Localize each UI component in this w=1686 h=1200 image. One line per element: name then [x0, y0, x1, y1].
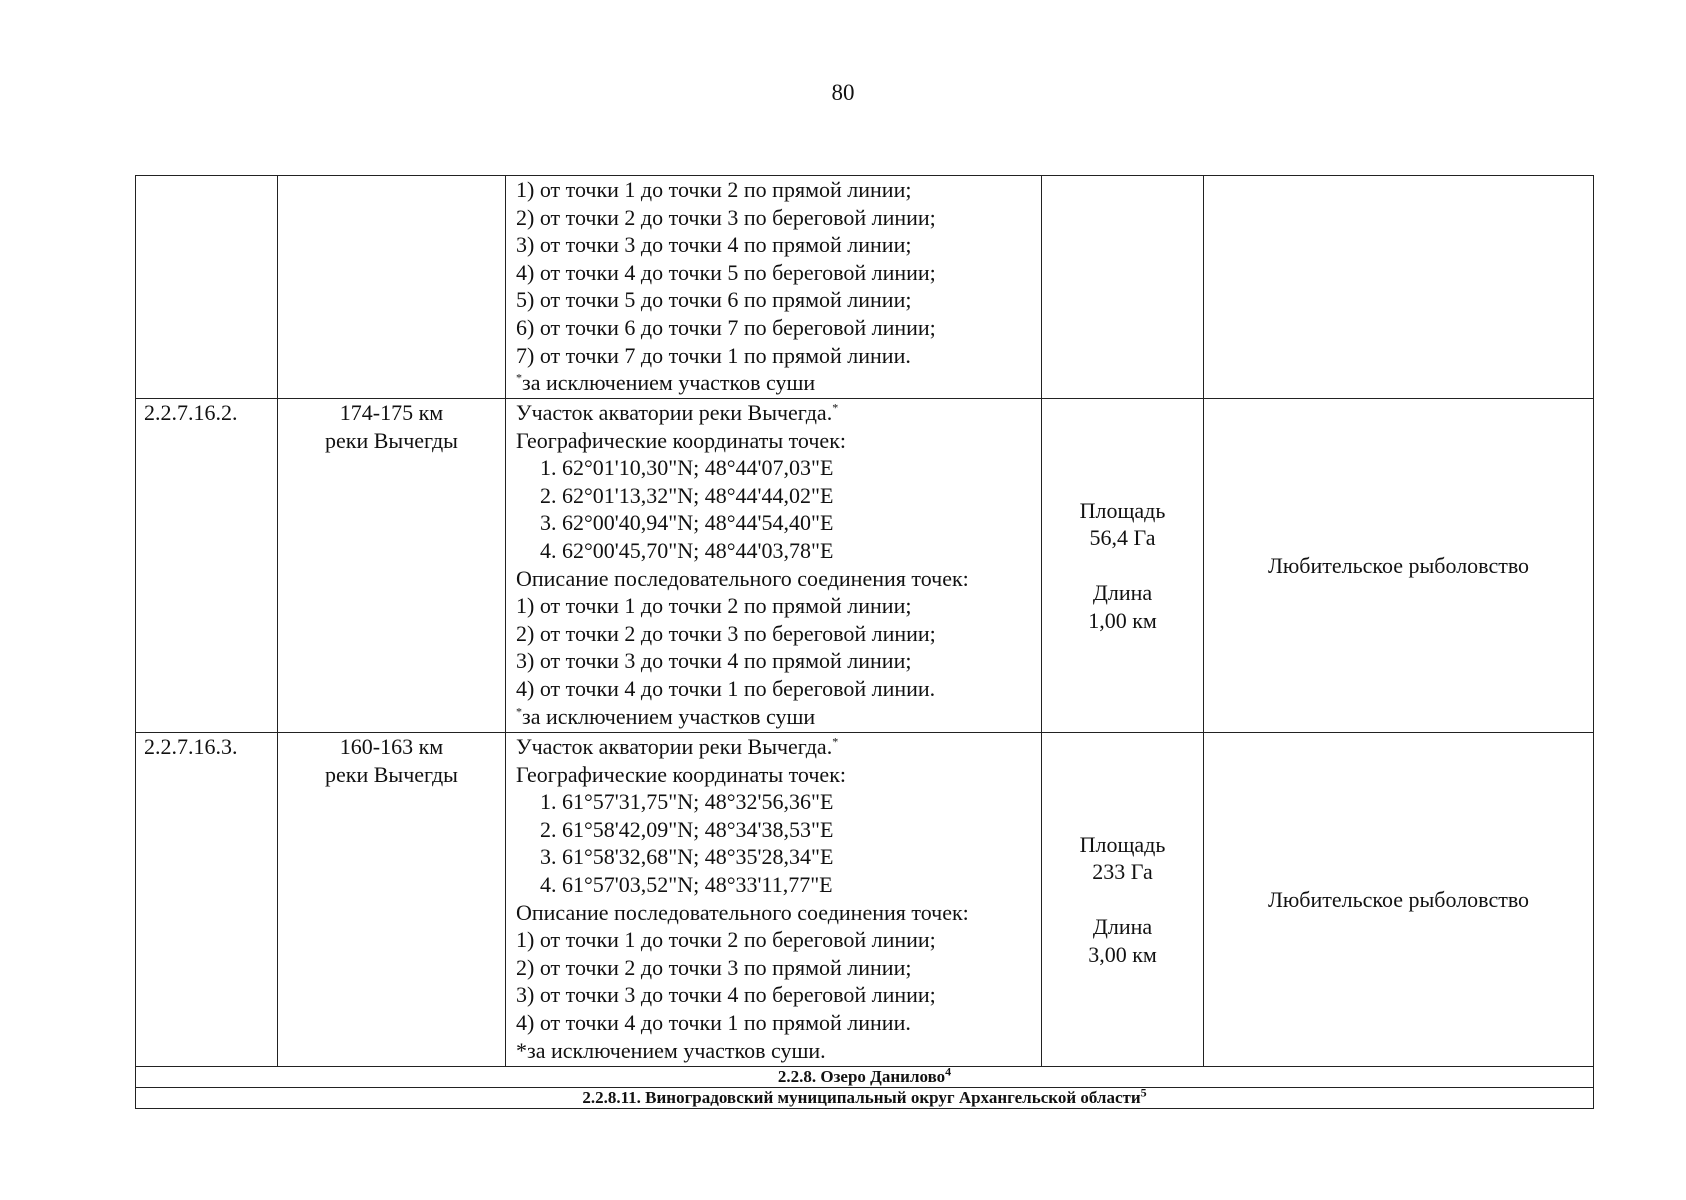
length-label: Длина: [1092, 914, 1153, 940]
exclusion-note: *за исключением участков суши: [516, 370, 816, 396]
place-cell: [278, 733, 506, 1067]
subsection-heading-row: [136, 1088, 1594, 1109]
exclusion-note: *за исключением участков суши: [516, 703, 816, 729]
footnote-mark: 5: [1140, 1085, 1147, 1100]
desc-line: 3) от точки 3 до точки 4 по береговой линии;: [516, 982, 936, 1008]
place-river: реки Вычегды: [325, 761, 458, 787]
use-type: Любительское рыболовство: [1267, 886, 1530, 912]
area-label: Площадь: [1079, 497, 1166, 523]
desc-line: 3) от точки 3 до точки 4 по прямой линии;: [516, 648, 912, 674]
area-value: 233 Га: [1092, 859, 1153, 885]
area-cell: [1042, 176, 1204, 399]
coord-point: 1. 61°57'31,75"N; 48°32'56,36"E: [540, 789, 834, 815]
desc-line: 5) от точки 5 до точки 6 по прямой линии;: [516, 287, 912, 313]
desc-line: 4) от точки 4 до точки 1 по береговой линии.: [516, 675, 936, 701]
desc-line: 2) от точки 2 до точки 3 по береговой линии;: [516, 204, 936, 230]
number-cell: [136, 176, 278, 399]
area-title: Участок акватории реки Вычегда.*: [516, 734, 839, 759]
table-row-continuation: [136, 176, 1594, 399]
number-cell: [136, 733, 278, 1067]
desc-line: 2) от точки 2 до точки 3 по береговой линии;: [516, 620, 936, 646]
footnote-mark: 4: [945, 1064, 952, 1079]
coord-point: 2. 62°01'13,32"N; 48°44'44,02"E: [540, 482, 834, 508]
use-cell: [1204, 399, 1594, 733]
length-value: 1,00 км: [1088, 607, 1157, 633]
coord-point: 3. 61°58'32,68"N; 48°35'28,34"E: [540, 844, 834, 870]
coord-point: 4. 61°57'03,52"N; 48°33'11,77"E: [540, 871, 833, 897]
length-label: Длина: [1092, 580, 1153, 606]
area-value: 56,4 Га: [1089, 525, 1156, 551]
desc-line: 4) от точки 4 до точки 1 по прямой линии.: [516, 1009, 911, 1035]
area-label: Площадь: [1079, 831, 1166, 857]
area-cell: [1042, 733, 1204, 1067]
table-row: [136, 733, 1594, 1067]
table-row: [136, 399, 1594, 733]
number-cell: [136, 399, 278, 733]
row-number: 2.2.7.16.2.: [144, 400, 238, 425]
coords-header: Географические координаты точек:: [516, 427, 846, 453]
desc-line: 6) от точки 6 до точки 7 по береговой линии;: [516, 314, 936, 340]
asterisk: *: [832, 734, 839, 749]
length-value: 3,00 км: [1088, 941, 1157, 967]
area-title: Участок акватории реки Вычегда.*: [516, 400, 839, 425]
use-cell: [1204, 176, 1594, 399]
asterisk: *: [832, 400, 839, 415]
description-cell: [506, 733, 1042, 1067]
regulation-table: [135, 175, 1594, 1109]
place-river: реки Вычегды: [325, 427, 458, 453]
place-cell: [278, 176, 506, 399]
connection-header: Описание последовательного соединения точек:: [516, 565, 969, 591]
desc-line: 2) от точки 2 до точки 3 по прямой линии;: [516, 954, 912, 980]
exclusion-note: *за исключением участков суши.: [516, 1037, 826, 1063]
page-number: 80: [831, 80, 855, 105]
desc-line: 3) от точки 3 до точки 4 по прямой линии;: [516, 232, 912, 258]
desc-line: 1) от точки 1 до точки 2 по прямой линии;: [516, 177, 912, 202]
coords-header: Географические координаты точек:: [516, 761, 846, 787]
use-cell: [1204, 733, 1594, 1067]
connection-header: Описание последовательного соединения точек:: [516, 899, 969, 925]
description-cell: [506, 399, 1042, 733]
area-cell: [1042, 399, 1204, 733]
row-number: 2.2.7.16.3.: [144, 734, 238, 759]
section-heading-row: [136, 1067, 1594, 1088]
desc-line: 1) от точки 1 до точки 2 по прямой линии;: [516, 593, 912, 619]
asterisk: *: [516, 370, 522, 385]
place-km: 160-163 км: [339, 734, 444, 759]
subsection-heading: 2.2.8.11. Виноградовский муниципальный округ Архангельской области$^5$: [136, 1088, 1594, 1109]
coord-point: 4. 62°00'45,70"N; 48°44'03,78"E: [540, 537, 834, 563]
desc-line: 1) от точки 1 до точки 2 по береговой линии;: [516, 927, 936, 953]
section-heading: 2.2.8. Озеро Данилово$^4$: [136, 1067, 1594, 1088]
coord-point: 1. 62°01'10,30"N; 48°44'07,03"E: [540, 455, 834, 481]
place-cell: [278, 399, 506, 733]
desc-line: 4) от точки 4 до точки 5 по береговой линии;: [516, 259, 936, 285]
coord-point: 3. 62°00'40,94"N; 48°44'54,40"E: [540, 510, 834, 536]
desc-line: 7) от точки 7 до точки 1 по прямой линии.: [516, 342, 911, 368]
description-cell: [506, 176, 1042, 399]
coord-point: 2. 61°58'42,09"N; 48°34'38,53"E: [540, 816, 834, 842]
use-type: Любительское рыболовство: [1267, 552, 1530, 578]
asterisk: *: [516, 704, 522, 719]
place-km: 174-175 км: [339, 400, 444, 425]
